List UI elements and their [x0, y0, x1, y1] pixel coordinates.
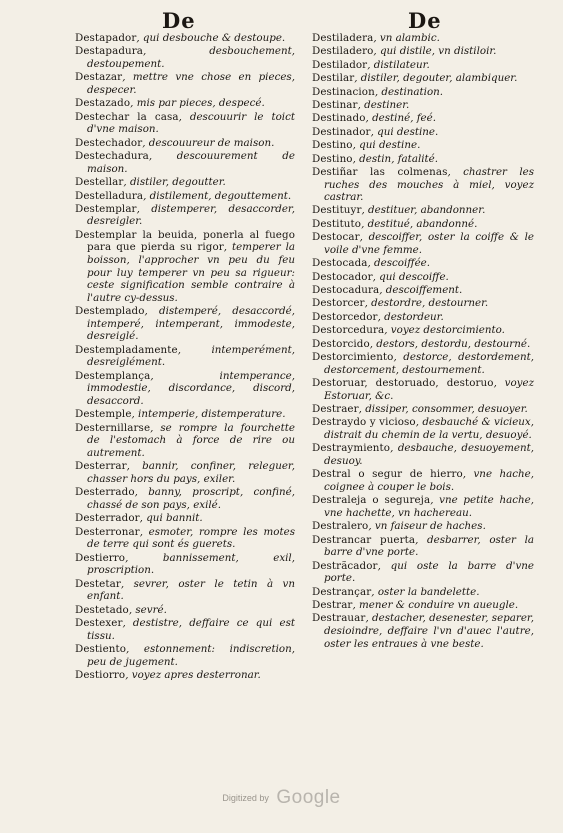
dictionary-entry — [75, 71, 295, 96]
entry-headword: Destinado — [312, 112, 366, 125]
dictionary-entry — [75, 32, 295, 45]
dictionary-entry — [75, 305, 295, 343]
dictionary-entry — [312, 204, 534, 217]
entry-headword: Destechar la casa — [75, 110, 179, 123]
entry-headword: Destierro — [75, 551, 126, 564]
entry-headword: Destocador — [312, 270, 373, 283]
dictionary-entry — [312, 112, 534, 125]
entry-headword: Destocadura — [312, 284, 380, 297]
entry-definition: , temperer la boisson, l'approcher vn peu du feu pour luy temperer vn peu sa rigueur: ceste signification semble contraire à l'autre cy-dessus. — [87, 241, 296, 304]
entry-headword: Destralero — [312, 520, 369, 533]
entry-headword: Destral o segur de hierro — [312, 468, 463, 481]
dictionary-entry — [75, 422, 295, 460]
dictionary-entry — [312, 284, 534, 297]
dictionary-entry — [75, 203, 295, 228]
dictionary-entry — [312, 72, 534, 85]
entry-definition: , descouurir le toict d'vne maison. — [87, 110, 295, 136]
dictionary-entry — [75, 604, 295, 617]
dictionary-entry — [75, 512, 295, 525]
entry-definition: , distiler, degouter, alambiquer. — [354, 72, 518, 85]
entry-headword: Destiladera — [312, 32, 374, 44]
entry-definition: , destitué, abandonné. — [361, 217, 478, 230]
entry-definition: , qui desbouche & destoupe. — [136, 32, 286, 44]
entry-headword: Destapadura — [75, 45, 144, 58]
entry-headword: Desterrado — [75, 486, 135, 499]
dictionary-entry — [75, 344, 295, 369]
entry-headword: Desternillarse — [75, 421, 151, 434]
entry-headword: Destino — [312, 152, 353, 165]
dictionary-entry — [75, 408, 295, 421]
entry-headword: Destinar — [312, 98, 358, 111]
dictionary-entry — [75, 643, 295, 668]
entry-definition: , qui distile, vn distiloir. — [373, 45, 497, 58]
entry-headword: Destechador — [75, 136, 143, 149]
entry-definition: , descoiffer, oster la coiffe & le voile d'vne femme. — [324, 231, 534, 256]
entry-definition: , vn alambic. — [373, 32, 440, 44]
entry-definition: , desbarrer, oster la barre d'vne porte. — [324, 533, 534, 559]
entry-definition: , desbauche, desuoyement, desuoy. — [324, 442, 534, 467]
entry-headword: Destemplança — [75, 369, 151, 382]
dictionary-entry — [312, 338, 534, 351]
entry-headword: Destiladero — [312, 45, 374, 58]
right-column — [312, 32, 534, 651]
dictionary-entry — [312, 351, 534, 376]
dictionary-entry — [312, 520, 534, 533]
dictionary-entry — [312, 586, 534, 599]
entry-headword: Destemple — [75, 408, 132, 421]
entry-definition: , intemperément, desreiglément. — [87, 343, 295, 369]
dictionary-entry — [312, 166, 534, 204]
dictionary-entry — [75, 578, 295, 603]
entry-headword: Destilar — [312, 72, 355, 85]
entry-definition: , descouurement de maison. — [87, 150, 295, 175]
entry-definition: , se rompre la fourchette de l'estomach à force de rire ou autrement. — [87, 421, 295, 459]
entry-definition: , destiné, feé. — [365, 112, 437, 125]
entry-definition: , distemperer, desaccorder, desreigler. — [87, 202, 295, 228]
entry-definition: , voyez Estoruar, &c. — [324, 376, 534, 402]
entry-definition: , distilement, degouttement. — [143, 189, 292, 202]
entry-definition: , qui destine. — [370, 125, 439, 138]
entry-headword: Destraymiento — [312, 442, 391, 455]
entry-headword: Destiñar las colmenas — [312, 165, 448, 178]
entry-definition: , vn faiseur de haches. — [368, 520, 486, 533]
dictionary-entry — [75, 111, 295, 136]
entry-headword: Destraer — [312, 402, 359, 415]
entry-headword: Desterronar — [75, 525, 140, 538]
entry-definition: , mener & conduire vn aueugle. — [352, 599, 519, 612]
dictionary-entry — [312, 612, 534, 650]
entry-definition: , qui destine. — [352, 139, 421, 152]
entry-headword: Destrãcador — [312, 559, 378, 572]
entry-headword: Destilador — [312, 58, 368, 71]
entry-headword: Destrancar puerta — [312, 533, 416, 546]
entry-definition: , destistre, deffaire ce qui est tissu. — [87, 617, 295, 642]
entry-headword: Destemplar la beuida, ponerla al fuego para que pierda su rigor — [75, 228, 295, 254]
entry-headword: Destexer — [75, 617, 123, 630]
entry-definition: , mettre vne chose en pieces, despecer. — [87, 71, 295, 96]
entry-definition: , descoiffement. — [379, 284, 463, 297]
entry-headword: Destrar — [312, 599, 353, 612]
digitized-label: Digitized by — [222, 793, 269, 803]
dictionary-entry — [75, 617, 295, 642]
dictionary-entry — [75, 137, 295, 150]
entry-headword: Destino — [312, 139, 353, 152]
entry-definition: , distiler, degoutter. — [123, 176, 226, 189]
entry-headword: Destazar — [75, 71, 123, 84]
dictionary-entry — [312, 218, 534, 231]
dictionary-entry — [312, 297, 534, 310]
entry-definition: , destituer, abandonner. — [361, 204, 486, 217]
entry-headword: Desterrar — [75, 460, 127, 473]
entry-headword: Destinador — [312, 125, 371, 138]
entry-definition: , vne petite hache, vne hachette, vn hachereau. — [324, 494, 534, 519]
entry-headword: Destocar — [312, 231, 360, 244]
entry-headword: Destechadura — [75, 150, 149, 163]
entry-definition: , voyez apres desterronar. — [125, 669, 261, 682]
entry-definition: , sevrer, oster le tetin à vn enfant. — [87, 577, 295, 603]
dictionary-entry — [312, 416, 534, 441]
running-header-left: De — [162, 8, 196, 33]
entry-headword: Destiento — [75, 643, 127, 656]
entry-definition: , voyez destorcimiento. — [384, 324, 505, 337]
entry-definition: , qui oste la barre d'vne porte. — [324, 559, 534, 585]
entry-headword: Destetado — [75, 603, 129, 616]
dictionary-entry — [312, 442, 534, 467]
entry-definition: , intemperance, immodestie, discordance, discord, desaccord. — [87, 369, 295, 407]
entry-definition: , qui bannit. — [139, 512, 203, 525]
entry-headword: Destorcedura — [312, 324, 385, 337]
dictionary-entry — [312, 534, 534, 559]
entry-definition: , destin, fatalité. — [352, 152, 439, 165]
dictionary-entry — [312, 403, 534, 416]
entry-headword: Destoruar, destoruado, destoruo — [312, 376, 494, 389]
entry-definition: , mis par pieces, despecé. — [130, 97, 265, 110]
entry-headword: Destellar — [75, 176, 124, 189]
dictionary-entry — [75, 370, 295, 408]
dictionary-entry — [312, 311, 534, 324]
digitized-watermark — [0, 787, 563, 809]
dictionary-entry — [312, 126, 534, 139]
entry-definition: , bannir, confiner, releguer, chasser hors du pays, exiler. — [87, 460, 295, 485]
entry-headword: Destituyr — [312, 204, 362, 217]
dictionary-entry — [312, 324, 534, 337]
dictionary-entry — [312, 59, 534, 72]
entry-headword: Destraleja o segureja — [312, 494, 431, 507]
entry-definition: , vne hache, coignee à couper le bois. — [324, 468, 534, 493]
dictionary-entry — [312, 45, 534, 58]
entry-headword: Destorcer — [312, 297, 365, 310]
entry-definition: , oster la bandelette. — [371, 585, 480, 598]
dictionary-entry — [312, 494, 534, 519]
dictionary-entry — [312, 86, 534, 99]
entry-headword: Destemplado — [75, 305, 145, 318]
entry-definition: , esmoter, rompre les motes de terre qui sont és guerets. — [87, 525, 295, 551]
entry-definition: , chastrer les ruches des mouches à miel, voyez castrar. — [324, 165, 534, 204]
entry-headword: Destrauar — [312, 612, 366, 625]
dictionary-entry — [75, 526, 295, 551]
entry-headword: Destempladamente — [75, 343, 178, 356]
dictionary-entry — [312, 153, 534, 166]
entry-definition: , destordre, destourner. — [364, 297, 489, 310]
dictionary-entry — [75, 150, 295, 175]
entry-headword: Destocada — [312, 257, 368, 270]
entry-headword: Desterrador — [75, 512, 140, 525]
entry-headword: Destraydo y vicioso — [312, 416, 416, 429]
entry-definition: , destordeur. — [377, 310, 444, 323]
entry-headword: Destorcido — [312, 337, 370, 350]
entry-definition: , sevré. — [128, 603, 167, 616]
entry-headword: Destemplar — [75, 202, 137, 215]
dictionary-entry — [312, 139, 534, 152]
entry-headword: Destrançar — [312, 585, 372, 598]
entry-definition: , bannissement, exil, proscription. — [87, 551, 295, 577]
entry-definition: , distilateur. — [367, 58, 430, 71]
left-column — [75, 32, 295, 682]
entry-headword: Destelladura — [75, 189, 144, 202]
dictionary-entry — [75, 45, 295, 70]
entry-definition: , intemperie, distemperature. — [131, 408, 286, 421]
entry-headword: Destinacion — [312, 85, 375, 98]
dictionary-entry — [312, 560, 534, 585]
dictionary-entry — [312, 99, 534, 112]
entry-definition: , desbouchement, destoupement. — [87, 45, 295, 70]
entry-definition: , qui descoiffe. — [372, 270, 449, 283]
dictionary-entry — [75, 97, 295, 110]
entry-definition: , destination. — [374, 85, 444, 98]
dictionary-entry — [75, 229, 295, 305]
entry-definition: , estonnement: indiscretion, peu de jugement. — [87, 643, 295, 668]
entry-definition: , destorce, destordement, destorcement, destournement. — [324, 350, 534, 376]
entry-definition: , destacher, desenester, separer, desioindre, deffaire l'vn d'auec l'autre, oster les entraues à vne beste. — [324, 612, 534, 650]
entry-definition: , descouureur de maison. — [142, 136, 275, 149]
entry-definition: , desbauché & vicieux, distrait du chemin de la vertu, desuoyé. — [324, 416, 535, 441]
dictionary-entry — [312, 231, 534, 256]
dictionary-entry — [312, 257, 534, 270]
dictionary-entry — [75, 460, 295, 485]
entry-headword: Destituto — [312, 217, 362, 230]
dictionary-entry — [75, 176, 295, 189]
dictionary-entry — [75, 190, 295, 203]
dictionary-entry — [75, 669, 295, 682]
running-header-right: De — [408, 8, 442, 33]
entry-definition: , distemperé, desaccordé, intemperé, intemperant, immodeste, desreiglé. — [87, 305, 295, 343]
dictionary-entry — [312, 468, 534, 493]
entry-headword: Destapador — [75, 32, 137, 44]
entry-definition: , destors, destordu, destourné. — [369, 337, 531, 350]
entry-headword: Destorcedor — [312, 310, 378, 323]
entry-headword: Destazado — [75, 97, 131, 110]
dictionary-entry — [75, 486, 295, 511]
dictionary-entry — [312, 271, 534, 284]
google-logo: Google — [276, 787, 341, 808]
entry-headword: Destiorro — [75, 669, 126, 682]
entry-definition: , destiner. — [357, 98, 410, 111]
dictionary-entry — [312, 599, 534, 612]
entry-headword: Destetar — [75, 577, 121, 590]
dictionary-entry — [312, 32, 534, 45]
entry-headword: Destorcimiento — [312, 350, 394, 363]
dictionary-entry — [312, 377, 534, 402]
entry-definition: , banny, proscript, confiné, chassé de son pays, exilé. — [87, 486, 295, 511]
dictionary-entry — [75, 552, 295, 577]
entry-definition: , descoiffée. — [367, 257, 431, 270]
entry-definition: , dissiper, consommer, desuoyer. — [358, 402, 528, 415]
